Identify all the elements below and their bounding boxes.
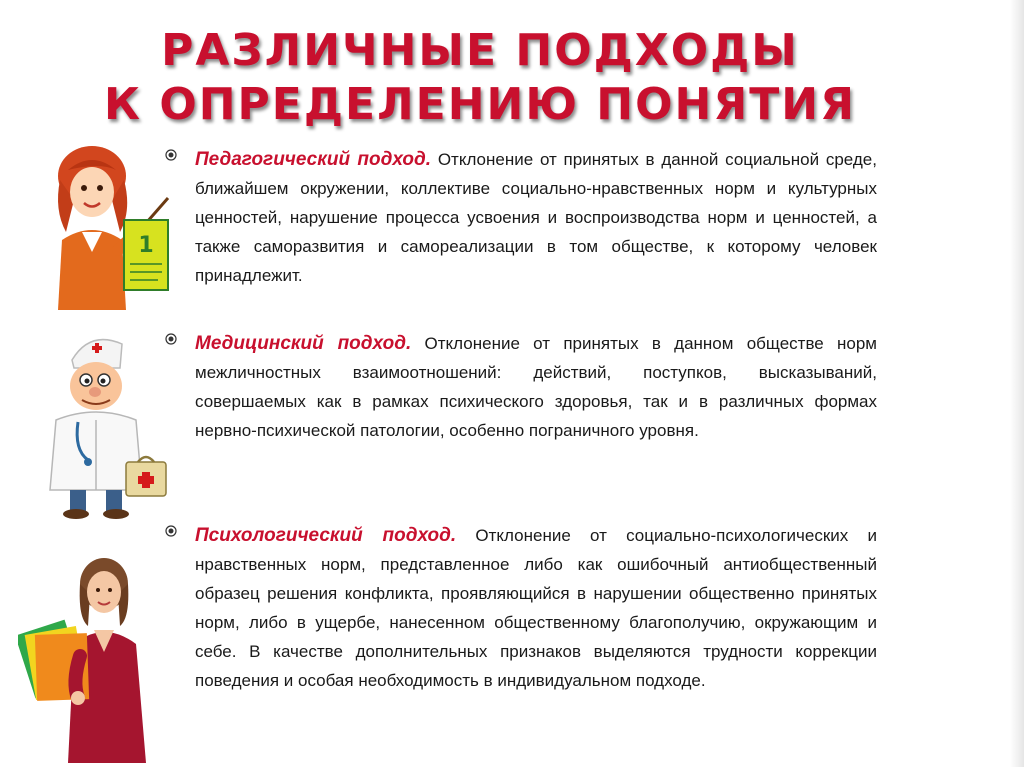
approach-item-psychological (165, 521, 877, 695)
approach-term: Педагогический подход. (195, 149, 432, 170)
doctor-illustration (30, 330, 170, 520)
teacher-illustration (40, 140, 170, 310)
bullet-icon (165, 149, 177, 161)
approach-paragraph (195, 145, 877, 290)
approach-item-medical (165, 329, 877, 445)
board-number: 1 (138, 233, 154, 258)
slide-title (60, 24, 900, 132)
approach-term: Медицинский подход. (195, 333, 412, 354)
approach-text: Отклонение от социально-психологических и нравственных норм, представленное либо как ошибочный антиобщественный образец решения конфликта, проявляющийся в нарушении общественно принятых норм, либо в ущербе, нанесенном общественному благополучию, окружающим и себе. В качестве дополнительных признаков выделяются трудности коррекции поведения и особая необходимость в индивидуальном подходе. (195, 526, 877, 690)
approach-item-pedagogical (165, 145, 877, 290)
approach-text: Отклонение от принятых в данном обществе норм межличностных взаимоотношений: действий, поступков, высказываний, совершаемых как в рамках психического здоровья, так и в различных формах нервно-психической патологии, особенно пограничного уровня. (195, 334, 877, 440)
woman-with-folders-illustration (18, 548, 168, 763)
title-line-1: РАЗЛИЧНЫЕ ПОДХОДЫ (161, 25, 799, 76)
title-line-2: К ОПРЕДЕЛЕНИЮ ПОНЯТИЯ (104, 79, 856, 130)
approach-text: Отклонение от принятых в данной социальной среде, ближайшем окружении, коллективе социально-нравственных норм и культурных ценностей, нарушение процесса усвоения и воспроизводства норм и ценностей, а также саморазвития и самореализации в том обществе, к которому человек принадлежит. (195, 150, 877, 285)
slide-edge-shadow (1010, 0, 1024, 767)
bullet-icon (165, 525, 177, 537)
approach-paragraph (195, 329, 877, 445)
approach-paragraph (195, 521, 877, 695)
bullet-icon (165, 333, 177, 345)
approach-term: Психологический подход. (195, 525, 457, 546)
